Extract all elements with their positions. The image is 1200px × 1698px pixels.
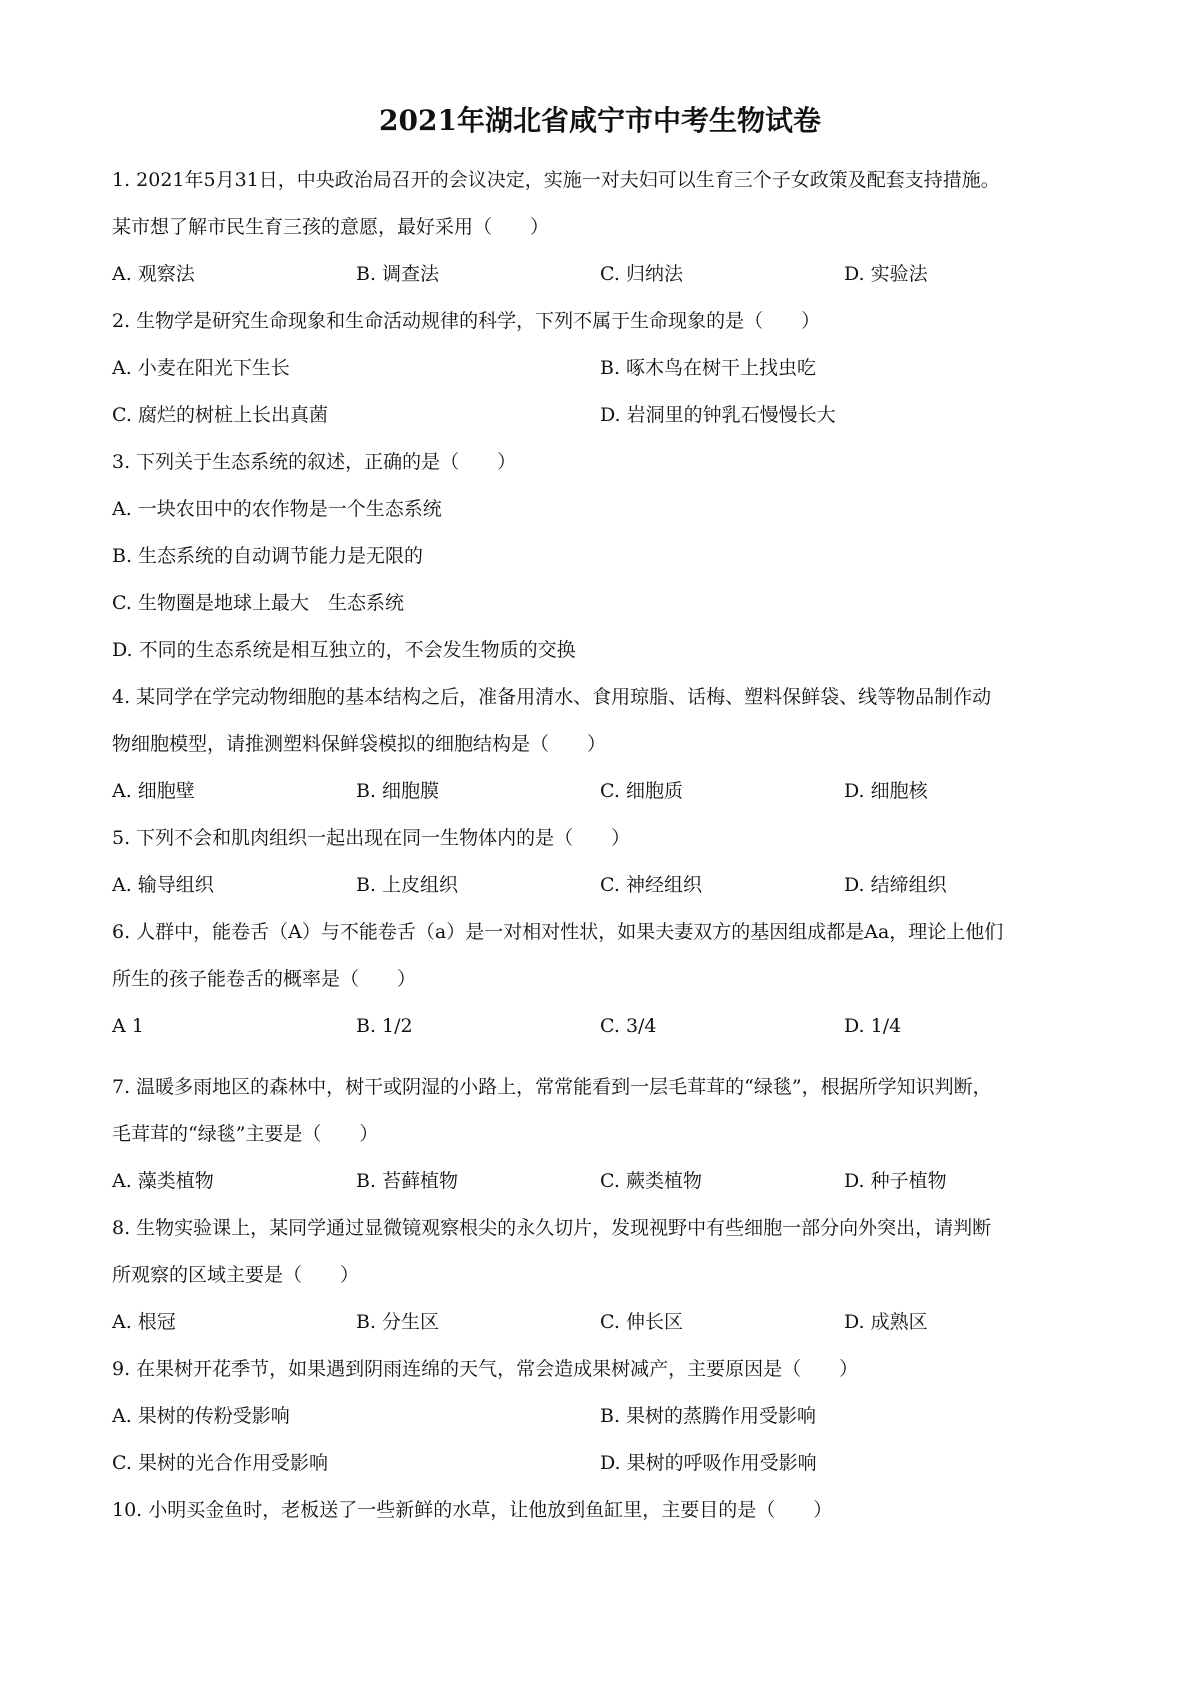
- question-text-line: 所生的孩子能卷舌的概率是（ ）: [112, 967, 417, 990]
- option-row: [112, 1002, 1088, 1049]
- option-row: [112, 626, 1088, 673]
- answer-option: C. 3/4: [600, 1014, 657, 1037]
- answer-option: D. 细胞核: [844, 779, 928, 802]
- question-6: [112, 908, 1088, 1049]
- answer-option: B. 生态系统的自动调节能力是无限的: [112, 544, 424, 567]
- answer-option: B. 上皮组织: [356, 873, 459, 896]
- answer-option: C. 归纳法: [600, 262, 683, 285]
- answer-option: B. 分生区: [356, 1310, 440, 1333]
- option-row: [112, 1298, 1088, 1345]
- answer-option: A 1: [112, 1014, 144, 1037]
- answer-option: B. 1/2: [356, 1014, 413, 1037]
- answer-option: A. 一块农田中的农作物是一个生态系统: [112, 497, 442, 520]
- answer-option: B. 苔藓植物: [356, 1169, 459, 1192]
- question-text-line: 2. 生物学是研究生命现象和生命活动规律的科学，下列不属于生命现象的是（ ）: [112, 309, 821, 332]
- question-1: [112, 156, 1088, 297]
- option-row: [112, 861, 1088, 908]
- answer-option: C. 伸长区: [600, 1310, 683, 1333]
- answer-option: D. 1/4: [844, 1014, 902, 1037]
- answer-option: C. 生物圈是地球上最大 生态系统: [112, 591, 404, 614]
- question-text-line: 7. 温暖多雨地区的森林中，树干或阴湿的小路上，常常能看到一层毛茸茸的“绿毯”，根据所学知识判断，: [112, 1075, 992, 1098]
- answer-option: C. 神经组织: [600, 873, 702, 896]
- answer-option: B. 果树的蒸腾作用受影响: [600, 1404, 817, 1427]
- question-text-line: 毛茸茸的“绿毯”主要是（ ）: [112, 1122, 379, 1145]
- question-text-line: 4. 某同学在学完动物细胞的基本结构之后，准备用清水、食用琼脂、话梅、塑料保鲜袋、线等物品制作动: [112, 685, 992, 708]
- answer-option: C. 细胞质: [600, 779, 683, 802]
- answer-option: A. 输导组织: [112, 873, 214, 896]
- answer-option: D. 不同的生态系统是相互独立的，不会发生物质的交换: [112, 638, 576, 661]
- question-text-line: 6. 人群中，能卷舌（A）与不能卷舌（a）是一对相对性状，如果夫妻双方的基因组成都是Aa，理论上他们: [112, 920, 1004, 943]
- answer-option: D. 结缔组织: [844, 873, 947, 896]
- question-text-line: 10. 小明买金鱼时，老板送了一些新鲜的水草，让他放到鱼缸里，主要目的是（ ）: [112, 1498, 833, 1521]
- answer-option: A. 藻类植物: [112, 1169, 214, 1192]
- answer-option: D. 实验法: [844, 262, 928, 285]
- answer-option: D. 种子植物: [844, 1169, 947, 1192]
- question-4: [112, 673, 1088, 814]
- answer-option: A. 观察法: [112, 262, 195, 285]
- option-row: [112, 250, 1088, 297]
- question-text-line: 1. 2021年5月31日，中央政治局召开的会议决定，实施一对夫妇可以生育三个子女政策及配套支持措施。: [112, 168, 1000, 191]
- question-text-line: 8. 生物实验课上，某同学通过显微镜观察根尖的永久切片，发现视野中有些细胞一部分向外突出，请判断: [112, 1216, 992, 1239]
- answer-option: D. 果树的呼吸作用受影响: [600, 1451, 817, 1474]
- answer-option: A. 果树的传粉受影响: [112, 1404, 290, 1427]
- question-text-line: 5. 下列不会和肌肉组织一起出现在同一生物体内的是（ ）: [112, 826, 631, 849]
- answer-option: C. 蕨类植物: [600, 1169, 702, 1192]
- answer-option: B. 调查法: [356, 262, 440, 285]
- option-row: [112, 1392, 1088, 1439]
- answer-option: A. 小麦在阳光下生长: [112, 356, 290, 379]
- question-list: [112, 156, 1088, 1533]
- option-row: [112, 1439, 1088, 1486]
- answer-option: C. 果树的光合作用受影响: [112, 1451, 328, 1474]
- answer-option: C. 腐烂的树桩上长出真菌: [112, 403, 328, 426]
- answer-option: B. 啄木鸟在树干上找虫吃: [600, 356, 817, 379]
- option-row: [112, 344, 1088, 391]
- option-row: [112, 485, 1088, 532]
- question-9: [112, 1345, 1088, 1486]
- exam-title: 2021年湖北省咸宁市中考生物试卷: [379, 104, 821, 137]
- question-7: [112, 1063, 1088, 1204]
- spacer: [112, 1049, 1088, 1063]
- question-10: [112, 1486, 1088, 1533]
- answer-option: A. 根冠: [112, 1310, 176, 1333]
- question-text-line: 物细胞模型，请推测塑料保鲜袋模拟的细胞结构是（ ）: [112, 732, 607, 755]
- question-text-line: 所观察的区域主要是（ ）: [112, 1263, 360, 1286]
- question-3: [112, 438, 1088, 673]
- answer-option: B. 细胞膜: [356, 779, 440, 802]
- question-text-line: 某市想了解市民生育三孩的意愿，最好采用（ ）: [112, 215, 550, 238]
- question-8: [112, 1204, 1088, 1345]
- answer-option: A. 细胞壁: [112, 779, 195, 802]
- option-row: [112, 1157, 1088, 1204]
- answer-option: D. 岩洞里的钟乳石慢慢长大: [600, 403, 836, 426]
- question-5: [112, 814, 1088, 908]
- question-2: [112, 297, 1088, 438]
- option-row: [112, 391, 1088, 438]
- option-row: [112, 579, 1088, 626]
- question-text-line: 9. 在果树开花季节，如果遇到阴雨连绵的天气，常会造成果树减产，主要原因是（ ）: [112, 1357, 859, 1380]
- answer-option: D. 成熟区: [844, 1310, 928, 1333]
- option-row: [112, 767, 1088, 814]
- option-row: [112, 532, 1088, 579]
- question-text-line: 3. 下列关于生态系统的叙述，正确的是（ ）: [112, 450, 517, 473]
